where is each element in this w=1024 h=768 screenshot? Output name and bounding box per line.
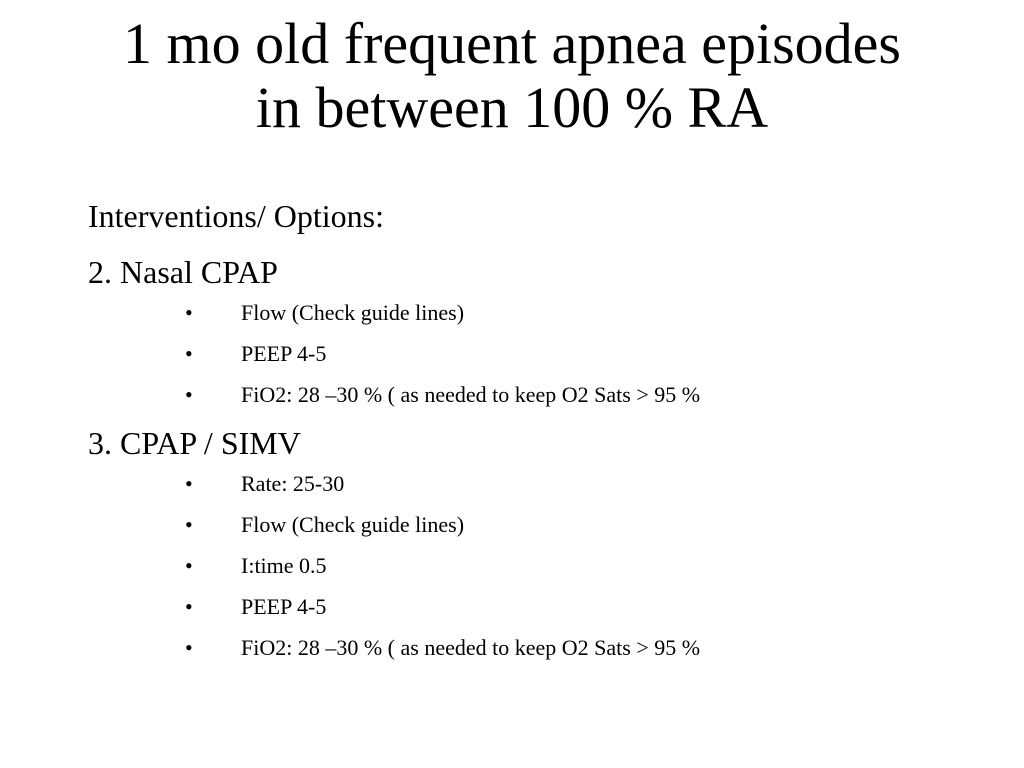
title-line: 1 mo old frequent apnea episodes bbox=[123, 11, 901, 76]
list-item bbox=[88, 512, 988, 538]
section-heading-cpap-simv: 3. CPAP / SIMV bbox=[88, 425, 301, 461]
bullet-icon: • bbox=[185, 300, 193, 325]
title-line: in between 100 % RA bbox=[255, 75, 769, 140]
bullet-icon: • bbox=[185, 594, 193, 619]
slide-body bbox=[88, 196, 988, 676]
list-item bbox=[88, 553, 988, 579]
cpap-simv-list bbox=[88, 471, 988, 661]
list-item-text: FiO2: 28 –30 % ( as needed to keep O2 Sats > 95 % bbox=[241, 635, 701, 660]
bullet-icon: • bbox=[185, 553, 193, 578]
section-heading-nasal-cpap: 2. Nasal CPAP bbox=[88, 254, 278, 290]
list-item-text: FiO2: 28 –30 % ( as needed to keep O2 Sats > 95 % bbox=[241, 382, 701, 407]
slide-title bbox=[40, 12, 984, 140]
bullet-icon: • bbox=[185, 635, 193, 660]
list-item-text: I:time 0.5 bbox=[241, 553, 327, 578]
list-item bbox=[88, 594, 988, 620]
bullet-icon: • bbox=[185, 382, 193, 407]
list-item-text: Flow (Check guide lines) bbox=[241, 300, 465, 325]
list-item bbox=[88, 341, 988, 367]
list-item-text: Rate: 25-30 bbox=[241, 471, 345, 496]
bullet-icon: • bbox=[185, 471, 193, 496]
list-item-text: PEEP 4-5 bbox=[241, 341, 327, 366]
interventions-heading: Interventions/ Options: bbox=[88, 198, 384, 234]
list-item-text: PEEP 4-5 bbox=[241, 594, 327, 619]
list-item bbox=[88, 635, 988, 661]
list-item-text: Flow (Check guide lines) bbox=[241, 512, 465, 537]
list-item bbox=[88, 382, 988, 408]
list-item bbox=[88, 300, 988, 326]
bullet-icon: • bbox=[185, 341, 193, 366]
nasal-cpap-list bbox=[88, 300, 988, 408]
bullet-icon: • bbox=[185, 512, 193, 537]
list-item bbox=[88, 471, 988, 497]
